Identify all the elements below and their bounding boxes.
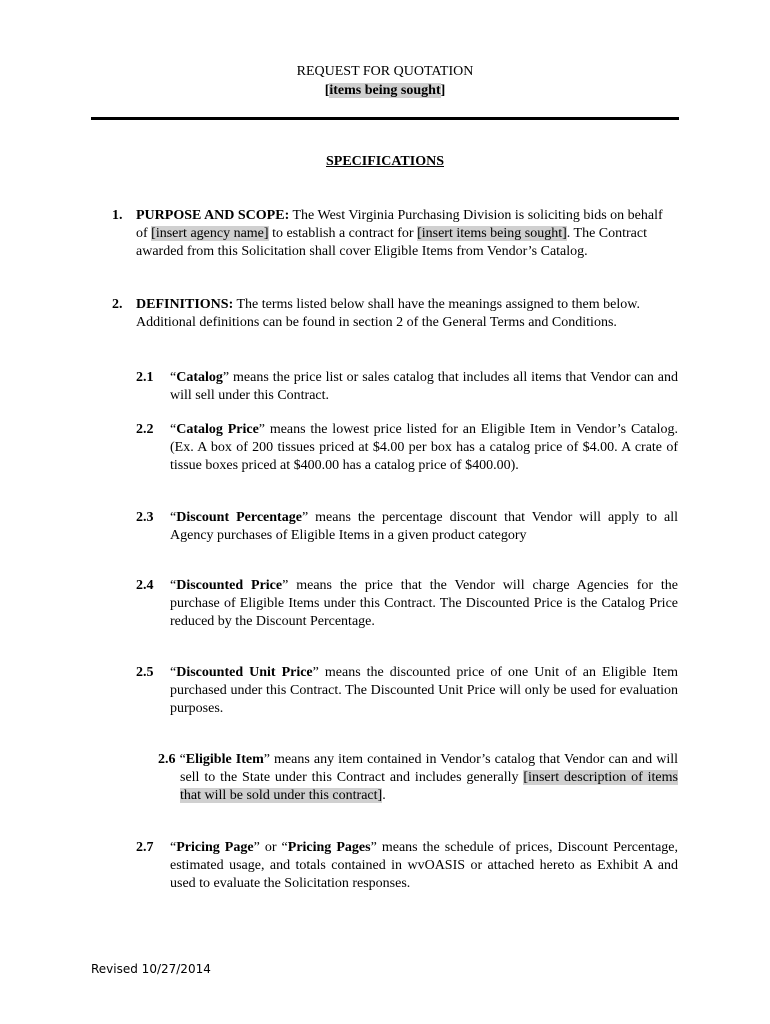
definition-2-2 [170,421,678,475]
revision-footer: Revised 10/27/2014 [91,962,211,976]
definition-2-5-number: 2.5 [136,665,154,680]
definition-2-1-number: 2.1 [136,370,154,385]
section-1-text-a: The West Virginia Purchasing Division is soliciting bids on behalf of [136,208,663,241]
quote-open: “ [170,510,177,525]
definition-2-3-number: 2.3 [136,510,154,525]
term-eligible-item: Eligible Item [185,752,264,767]
definition-2-7 [170,839,678,893]
bracket-open: [ [324,83,330,98]
term-pricing-page: Pricing Page [176,840,254,855]
quote-close: ” [301,510,309,525]
term-catalog: Catalog [176,370,223,385]
agency-name-placeholder: [insert agency name] [151,226,269,241]
quote-open: “ [170,370,177,385]
definition-text: means the lowest price listed for an Eligible Item in Vendor’s Catalog. (Ex. A box of 200 tissues priced at $4.00 per box has a catalog price of $4.00. A crate of tissue boxes priced at $400.00 has a catalog price of $400.00). [170,422,678,473]
or-text: or [259,840,282,855]
quote-close: ” [222,370,230,385]
items-sought-placeholder: items being sought [329,83,441,98]
definition-2-4 [170,577,678,631]
quote-close: ” [258,422,265,437]
items-description-placeholder: [insert description of items that will be sold under this contract] [180,770,678,803]
definition-2-5 [170,664,678,718]
quote-open: “ [170,578,177,593]
section-1-heading: PURPOSE AND SCOPE: [136,208,290,223]
quote-open: “ [281,840,288,855]
quote-close: ” [263,752,270,767]
definition-text: means the price that the Vendor will charge Agencies for the purchase of Eligible Items under this Contract. The Discounted Price is the Catalog Price reduced by the Discount Percentage. [170,578,678,629]
definition-text: means the percentage discount that Vendor will apply to all Agency purchases of Eligible Items in a given product category [170,510,678,543]
section-2-paragraph [136,296,656,332]
quote-close: ” [312,665,319,680]
quote-open: “ [170,665,177,680]
definition-2-4-number: 2.4 [136,578,154,593]
section-2-heading: DEFINITIONS: [136,297,234,312]
bracket-close: ] [440,83,446,98]
definition-text-end: . [382,788,386,803]
term-discount-percentage: Discount Percentage [176,510,302,525]
section-1-number: 1. [112,208,123,223]
document-subtitle [0,83,770,99]
section-1-text-b: to establish a contract for [268,226,418,241]
definition-2-6 [158,751,678,805]
section-2-text: The terms listed below shall have the meanings assigned to them below. Additional definitions can be found in section 2 of the General Terms and Conditions. [136,297,640,330]
quote-close: ” [370,840,377,855]
definition-2-3 [170,509,678,545]
definition-text: means any item contained in Vendor’s catalog that Vendor can and will sell to the State under this Contract and includes generally [180,752,679,785]
term-catalog-price: Catalog Price [176,422,259,437]
definition-text: means the price list or sales catalog that includes all items that Vendor can and will sell under this Contract. [170,370,678,403]
quote-open: “ [179,752,186,767]
definition-text: means the schedule of prices, Discount Percentage, estimated usage, and totals contained in wvOASIS or attached hereto as Exhibit A and used to evaluate the Solicitation responses. [170,840,678,891]
document-title: REQUEST FOR QUOTATION [296,64,474,79]
definition-text: means the discounted price of one Unit of an Eligible Item purchased under this Contract. The Discounted Unit Price will only be used for evaluation purposes. [170,665,678,716]
section-1-paragraph [136,207,676,261]
section-2-number: 2. [112,297,123,312]
term-discounted-unit-price: Discounted Unit Price [176,665,313,680]
items-sought-placeholder-2: [insert items being sought] [417,226,567,241]
quote-open: “ [170,422,177,437]
quote-open: “ [170,840,177,855]
definition-2-2-number: 2.2 [136,422,154,437]
term-discounted-price: Discounted Price [176,578,283,593]
quote-close: ” [282,578,289,593]
definition-2-1 [170,369,678,405]
term-pricing-pages: Pricing Pages [287,840,371,855]
quote-close: ” [253,840,260,855]
header-divider [91,117,679,120]
definition-2-6-number: 2.6 [158,752,176,767]
section-1-text-c: . The Contract awarded from this Solicitation shall cover Eligible Items from Vendor’s Catalog. [136,226,648,259]
definition-2-7-number: 2.7 [136,840,154,855]
specifications-heading: SPECIFICATIONS [326,154,444,169]
